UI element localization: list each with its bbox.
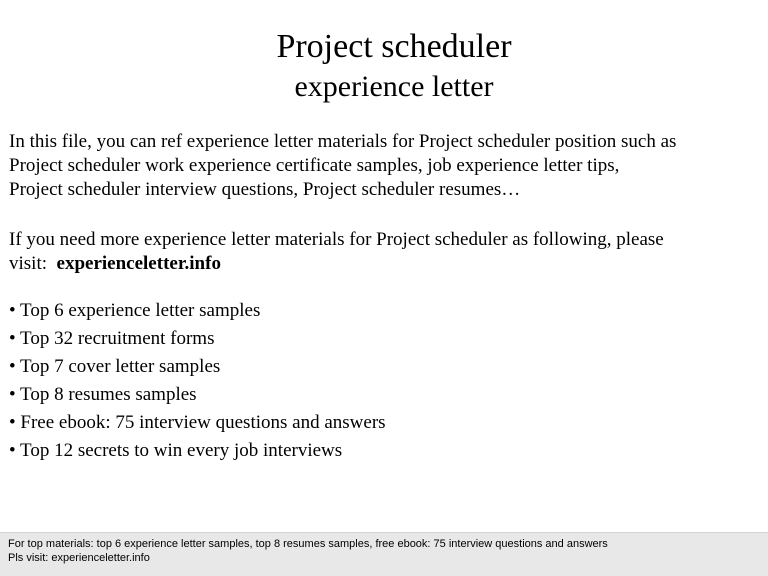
title-line-1: Project scheduler <box>276 28 512 65</box>
list-item: • Top 7 cover letter samples <box>9 356 221 377</box>
intro-line-1: In this file, you can ref experience letter materials for Project scheduler position such as <box>9 131 677 152</box>
visit-label: visit: <box>9 253 48 274</box>
list-item: • Top 32 recruitment forms <box>9 328 215 349</box>
list-item: • Top 8 resumes samples <box>9 384 197 405</box>
list-item: • Top 12 secrets to win every job interviews <box>9 440 343 461</box>
footer-line-2: Pls visit: experienceletter.info <box>8 552 150 564</box>
intro-paragraph <box>9 130 764 202</box>
more-line-1: If you need more experience letter materials for Project scheduler as following, please <box>9 229 664 250</box>
intro-line-3: Project scheduler interview questions, Project scheduler resumes… <box>9 179 521 200</box>
list-item: • Top 6 experience letter samples <box>9 300 261 321</box>
footer-line-1: For top materials: top 6 experience letter samples, top 8 resumes samples, free ebook: 75 interview questions and answers <box>8 538 608 550</box>
intro-line-2: Project scheduler work experience certificate samples, job experience letter tips, <box>9 155 620 176</box>
list-item: • Free ebook: 75 interview questions and answers <box>9 412 386 433</box>
footer-bar <box>0 532 768 576</box>
slide-title <box>0 26 768 106</box>
materials-list <box>9 297 386 465</box>
title-line-2: experience letter <box>294 70 494 103</box>
more-materials-paragraph <box>9 228 764 276</box>
site-link[interactable]: experienceletter.info <box>56 253 221 274</box>
